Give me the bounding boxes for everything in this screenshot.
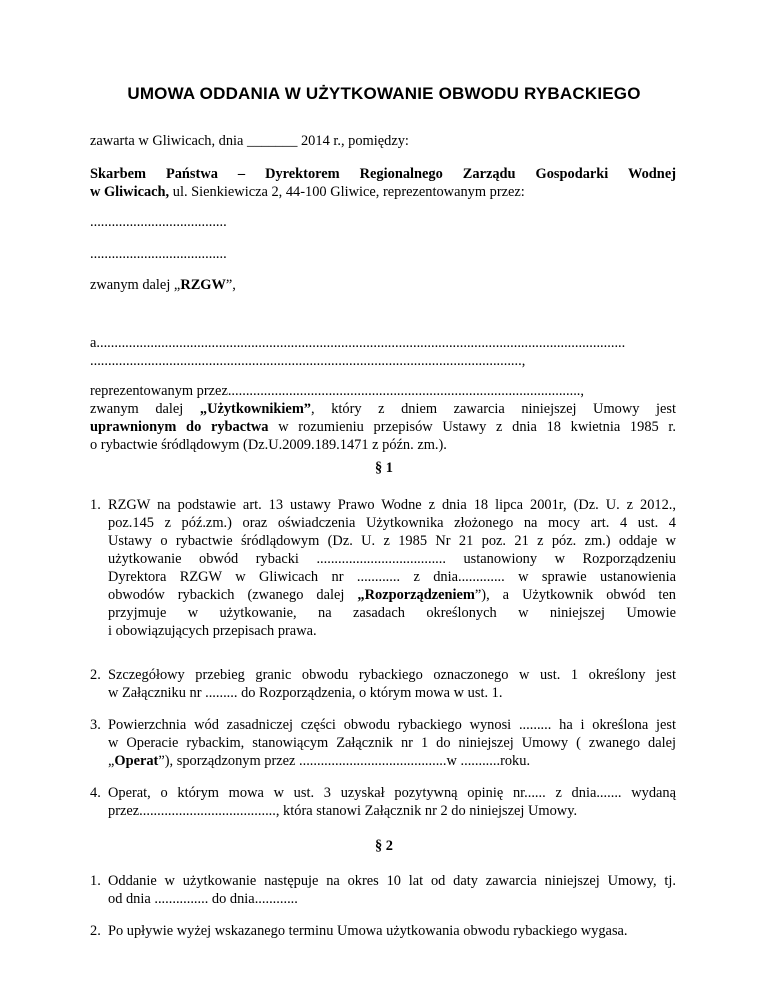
party2-right-line: uprawnionym do rybactwa w rozumieniu przepisów Ustawy z dnia 18 kwietnia 1985 r. [90,419,677,435]
document-title: UMOWA ODDANIA W UŻYTKOWANIE OBWODU RYBACKIEGO [127,84,641,103]
item-number: 2. [90,923,101,939]
party2-law-line: o rybactwie śródlądowym (Dz.U.2009.189.1471 z późn. zm.). [90,437,447,453]
item-text: Szczegółowy przebieg granic obwodu rybackiego oznaczonego w ust. 1 określony jest w Załączniku nr ......... do Rozporządzenia, o którym mowa w ust. 1. [108,667,676,701]
party2-alias-line: zwanym dalej „Użytkownikiem”, który z dniem zawarcia niniejszej Umowy jest [90,401,676,417]
party1-representative-1: ...................................... [90,214,227,230]
item-number: 4. [90,785,101,801]
item-text: Powierzchnia wód zasadniczej części obwodu rybackiego wynosi ......... ha i określona jest w Operacie rybackim, stanowiącym Załącznik nr 1 do niniejszej Umowy ( zwanego dalej „Operat”), sporządzonym przez .........................................w ...........roku. [108,717,676,769]
item-text: Po upływie wyżej wskazanego terminu Umowa użytkowania obwodu rybackiego wygasa. [108,923,628,939]
party1-address: w Gliwicach, ul. Sienkiewicza 2, 44-100 Gliwice, reprezentowanym przez: [90,184,525,200]
party1-block [90,165,676,201]
section-1-heading: § 1 [375,460,393,476]
party2-description [90,382,676,454]
item-text: Operat, o którym mowa w ust. 3 uzyskał pozytywną opinię nr...... z dnia....... wydaną przez......................................, która stanowi Załącznik nr 2 do niniejszej Umowy. [108,785,676,819]
section-2-heading: § 2 [375,838,393,854]
party2-representative: reprezentowanym przez.................................................................................................., [90,383,584,399]
party2-line-1: a................................................................................................................................................... [90,335,626,351]
party2-name-block [90,334,676,370]
intro-line: zawarta w Gliwicach, dnia _______ 2014 r., pomiędzy: [90,133,409,149]
item-number: 2. [90,667,101,683]
party1-representative-2: ...................................... [90,246,227,262]
item-number: 1. [90,497,101,513]
item-number: 3. [90,717,101,733]
item-text: Oddanie w użytkowanie następuje na okres 10 lat od daty zawarcia niniejszej Umowy, tj. od dnia ............... do dnia............ [108,873,676,907]
item-number: 1. [90,873,101,889]
party1-name: Skarbem Państwa – Dyrektorem Regionalnego Zarządu Gospodarki Wodnej [90,166,676,182]
item-text: RZGW na podstawie art. 13 ustawy Prawo Wodne z dnia 18 lipca 2001r, (Dz. U. z 2012., poz.145 z póź.zm.) oraz oświadczenia Użytkownika złożonego na mocy art. 4 ust. 4 Ustawy o rybactwie śródlądowym (Dz. U. z 1985 Nr 21 poz. 21 z póz. zm.) oddaje w użytkowanie obwód rybacki .................................... ustanowiony w Rozporządzeniu Dyrektora RZGW w Gliwicach nr ............ z dnia............. w sprawie ustanowienia obwodów rybackich (zwanego dalej „Rozporządzeniem”), a Użytkownik obwód ten przyjmuje w użytkowanie, na zasadach określonych w niniejszej Umowie i obowiązujących przepisach prawa. [108,497,676,639]
party2-line-2: ........................................................................................................................, [90,353,526,369]
party1-alias: zwanym dalej „RZGW”, [90,277,236,293]
